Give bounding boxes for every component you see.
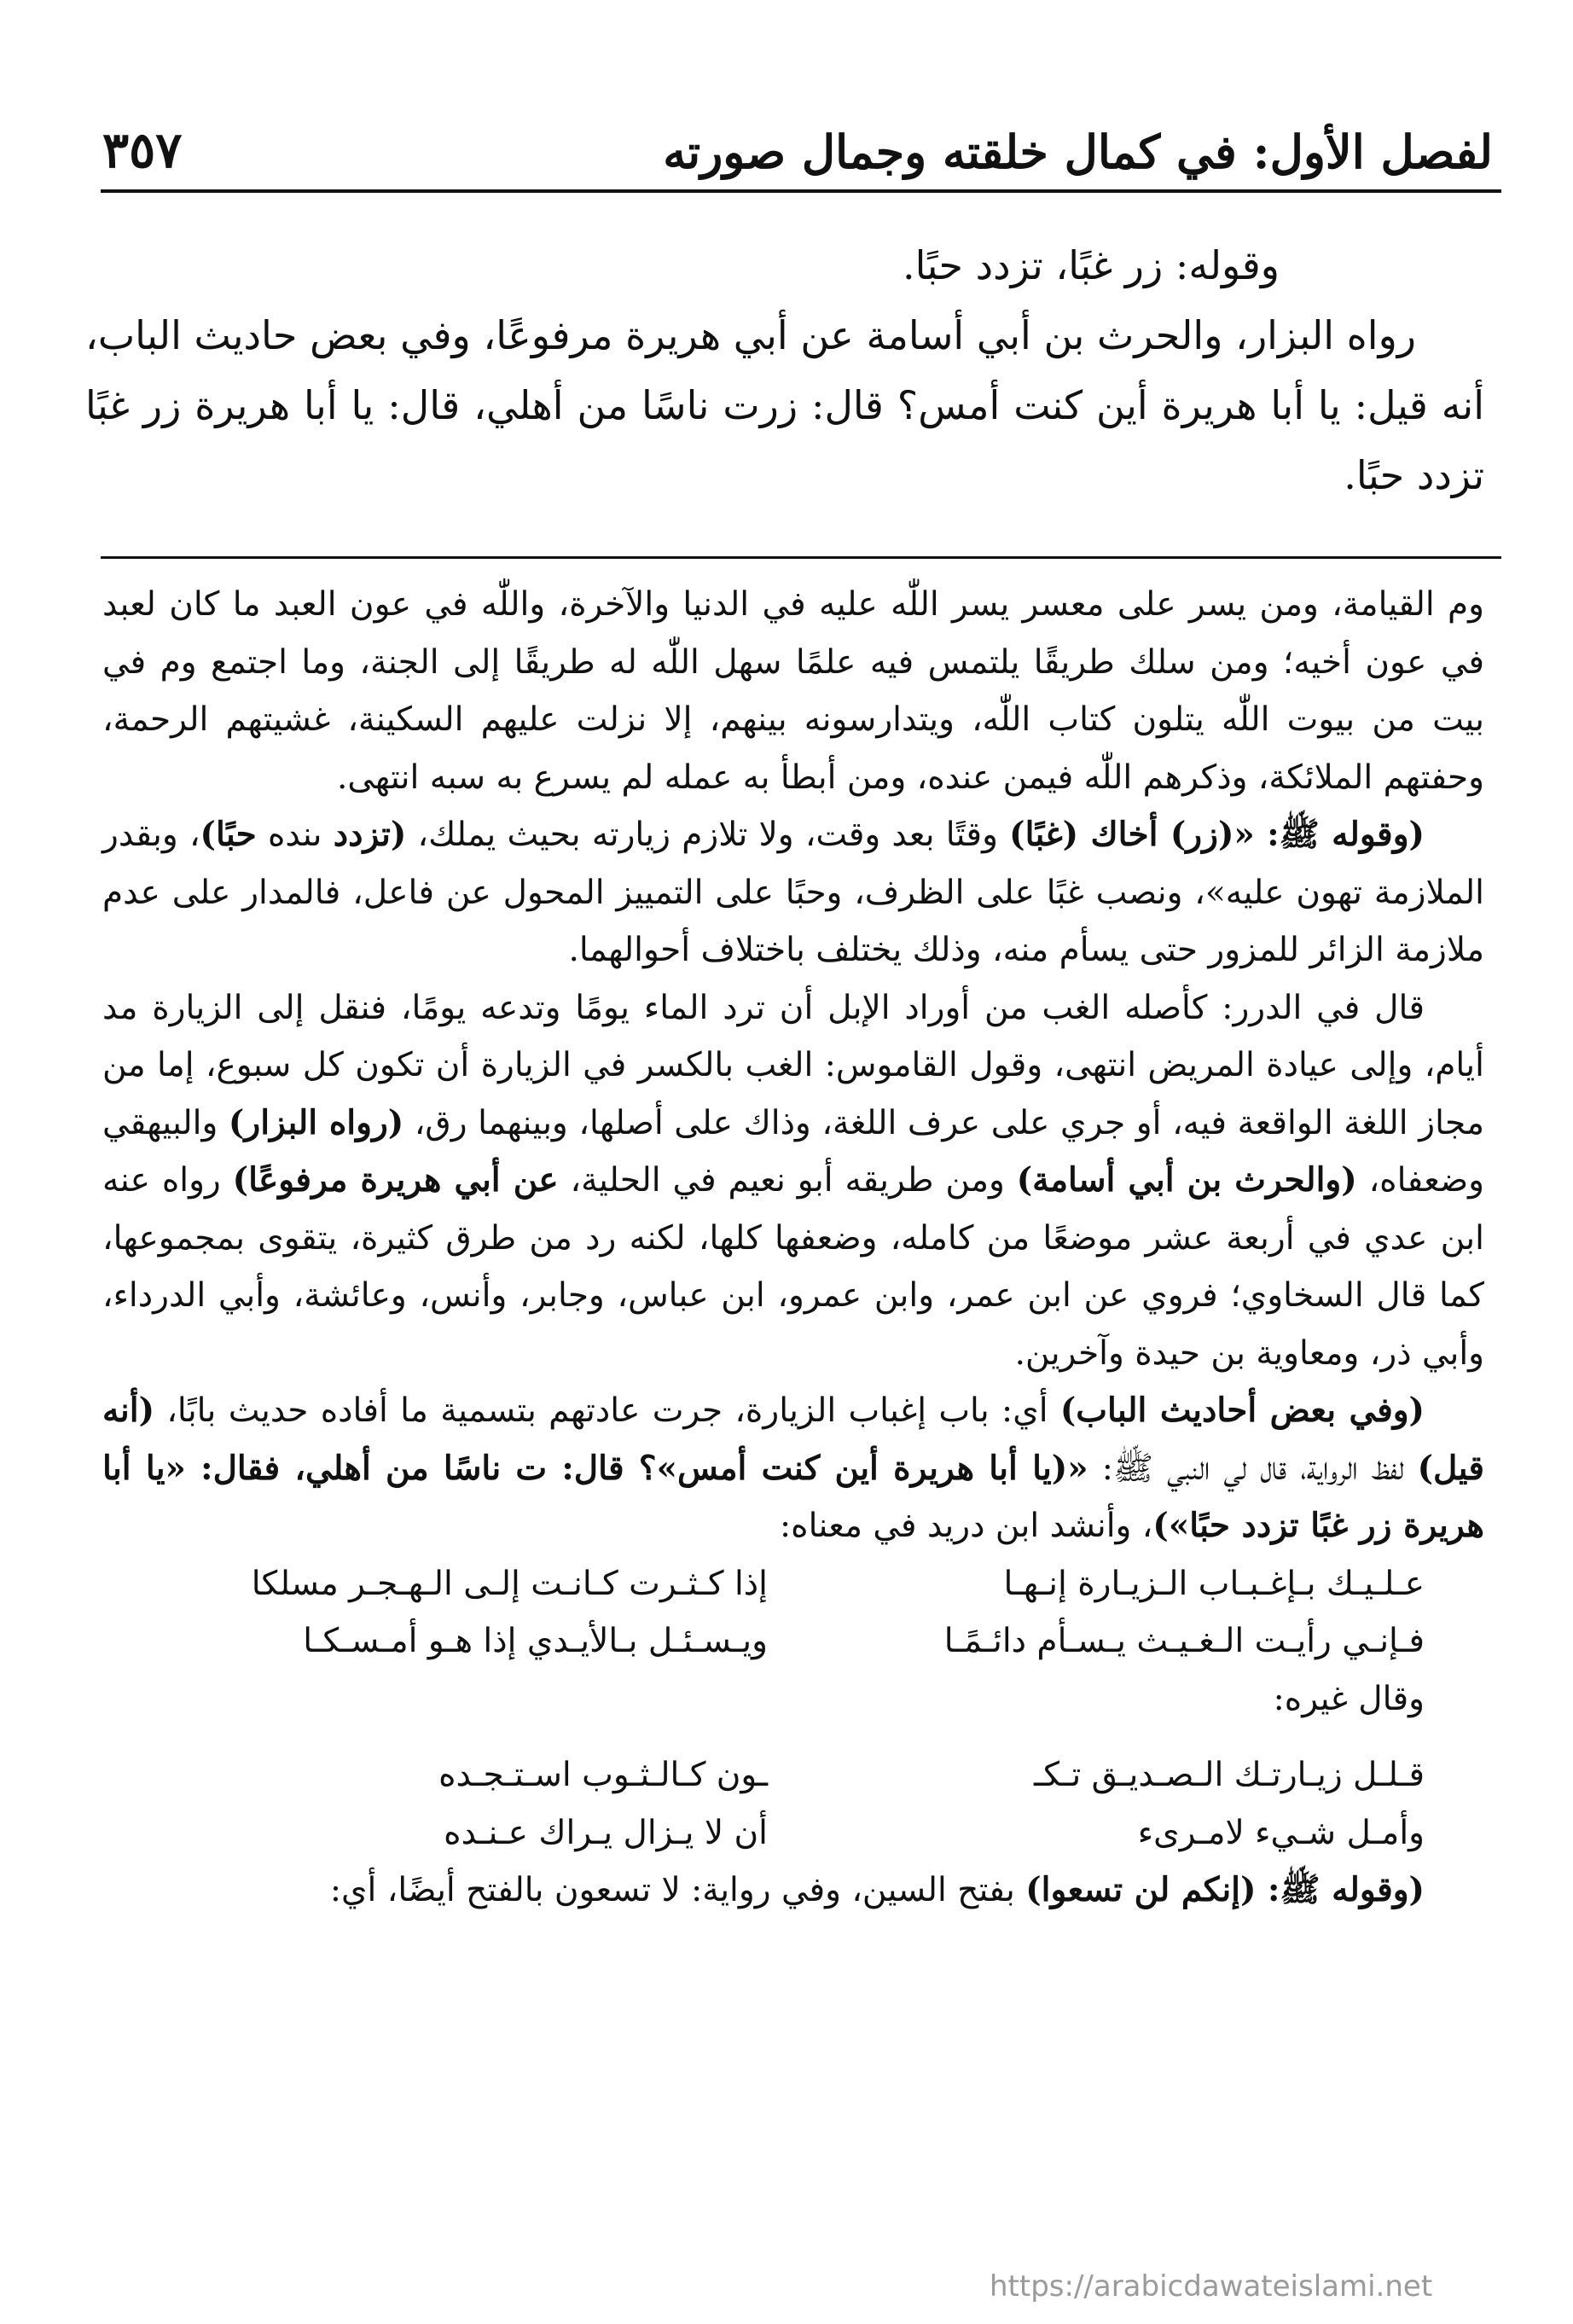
quoted-matn: «(يا أبا هريرة أين كنت أمس»؟ قال: ت ناسًا من أهلي، فقال: «يا أبا هريرة زر غبًا تزدد حبًا»): [102, 1448, 1484, 1545]
quoted-matn: (تزدد: [333, 815, 407, 854]
commentary-text-run: والبيهقي وضعفاه،: [102, 1103, 1484, 1200]
poem-verse: [102, 1804, 1484, 1862]
main-paragraph: وقوله: زر غبًا، تزدد حبًا.: [903, 242, 1280, 288]
verse-hemistich: وأمـل شـيء لامـرىء: [1137, 1813, 1425, 1852]
main-text: [85, 230, 1484, 510]
commentary-text-run: لفظ الرواية، قال لي النبي ﷺ:: [1088, 1449, 1418, 1488]
commentary-paragraph: وقال غيره:: [1273, 1679, 1425, 1718]
poem-verse: [102, 1612, 1484, 1670]
quoted-matn: (وقوله ﷺ: «(زر) أخاك (غبًا): [1009, 815, 1425, 854]
commentary-paragraph: [102, 979, 1484, 1383]
quoted-matn: حبًا): [200, 815, 257, 854]
verse-hemistich: إذا كـثـرت كـانـت إلـى الـهـجـر مسلكا: [251, 1564, 768, 1603]
commentary-divider: [101, 556, 1501, 559]
commentary-text-run: وقتًا بعد وقت، ولا تلازم زيارته بحيث يملك،: [406, 816, 1010, 854]
main-paragraph: رواه البزار، والحرث بن أبي أسامة عن أبي هريرة مرفوعًا، وفي بعض حاديث الباب، أنه قيل: يا أبا هريرة أين كنت أمس؟ قال: زرت ناسًا من أهلي، قال: يا أبا هريرة زر غبًا تزدد حبًا.: [85, 312, 1484, 498]
running-header: [102, 102, 1493, 179]
watermark-url: https://arabicdawateislami.net: [990, 2269, 1433, 2304]
commentary-text-run: ىنده: [256, 816, 334, 854]
quoted-matn: (وفي بعض أحاديث الباب): [1059, 1391, 1425, 1430]
commentary-text-run: ، وأنشد ابن دريد في معناه:: [780, 1507, 1153, 1545]
commentary-paragraph: [102, 806, 1484, 979]
commentary-text-run: رواه عنه ابن عدي في أربعة عشر موضعًا من كامله، وضعفها كلها، لكنه رد من طرق كثيرة، يتقوى بمجموعها، كما قال السخاوي؛ فروي عن ابن عمر، وابن عمرو، ابن عباس، وجابر، وأنس، وعائشة، وأبي الدرداء، وأبي ذر، ومعاوية بن حيدة وآخرين.: [102, 1161, 1484, 1373]
verse-hemistich: ـون كـالـثـوب اسـتـجـده: [438, 1756, 768, 1794]
commentary-text-run: قال في الدرر: كأصله الغب من أوراد الإبل أن ترد الماء يومًا وتدعه يومًا، فنقل إلى الزيارة مد أيام، وإلى عيادة المريض انتهى، وقول القاموس: الغب بالكسر في الزيارة أن تكون كل سبوع، إما من مجاز اللغة الواقعة فيه، أو جري على عرف اللغة، وذاك على أصلها، وبينهما رق،: [102, 988, 1485, 1142]
verse-hemistich: قـلـل زيـارتـك الـصـديـق تـكـ: [1033, 1756, 1425, 1794]
commentary-text-run: أي: باب إغباب الزيارة، جرت عادتهم بتسمية ما أفاده حديث بابًا،: [154, 1391, 1060, 1430]
header-divider: [101, 189, 1501, 193]
verse-hemistich: عـلـيـك بـإغـبـاب الـزيـارة إنـهـا: [1003, 1564, 1425, 1603]
quoted-matn: (وقوله ﷺ: (إنكم لن تسعوا): [1025, 1870, 1425, 1909]
commentary-paragraph: [102, 1382, 1484, 1555]
commentary-text-run: بفتح السين، وفي رواية: لا تسعون بالفتح أيضًا، أي:: [329, 1871, 1026, 1909]
poem-verse: [102, 1555, 1484, 1613]
quoted-matn: (والحرث بن أبي أسامة): [1016, 1160, 1357, 1200]
verse-hemistich: ويـسـئـل بـالأيـدي إذا هـو أمـسـكـا: [303, 1622, 768, 1660]
commentary-text-run: ، وبقدر الملازمة تهون عليه»، ونصب غبًا على الظرف، وحبًا على التمييز المحول عن فاعل، فالمدار على عدم ملازمة الزائر للمزور حتى يسأم منه، وذلك يختلف باختلاف أحوالهما.: [102, 816, 1484, 969]
quoted-matn: (رواه البزار): [228, 1102, 404, 1142]
quoted-matn: عن أبي هريرة مرفوعًا): [232, 1160, 559, 1200]
verse-hemistich: أن لا يـزال يـراك عـنـده: [444, 1813, 768, 1852]
quoted-matn: (أنه قيل): [102, 1391, 1484, 1488]
commentary-paragraph: [102, 1862, 1484, 1920]
poem-verse: [102, 1746, 1484, 1804]
commentary-paragraph: وم القيامة، ومن يسر على معسر يسر اللّٰه عليه في الدنيا والآخرة، واللّٰه في عون العبد ما كان لعبد في عون أخيه؛ ومن سلك طريقًا يلتمس فيه علمًا سهل اللّٰه له طريقًا إلى الجنة، وما اجتمع وم في بيت من بيوت اللّٰه يتلون كتاب اللّٰه، ويتدارسونه بينهم، إلا نزلت عليهم السكينة، غشيتهم الرحمة، وحفتهم الملائكة، وذكرهم اللّٰه فيمن عنده، ومن أبطأ به عمله لم يسرع به سبه انتهى.: [102, 585, 1484, 797]
commentary-text: [102, 576, 1484, 1920]
page-number: ٣٥٧: [102, 121, 183, 179]
verse-hemistich: فـإنـي رأيـت الـغـيـث يـسـأم دائـمًـا: [943, 1622, 1425, 1660]
commentary-text-run: ومن طريقه أبو نعيم في الحلية،: [558, 1161, 1017, 1200]
chapter-title: لفصل الأول: في كمال خلقته وجمال صورته: [663, 125, 1493, 179]
